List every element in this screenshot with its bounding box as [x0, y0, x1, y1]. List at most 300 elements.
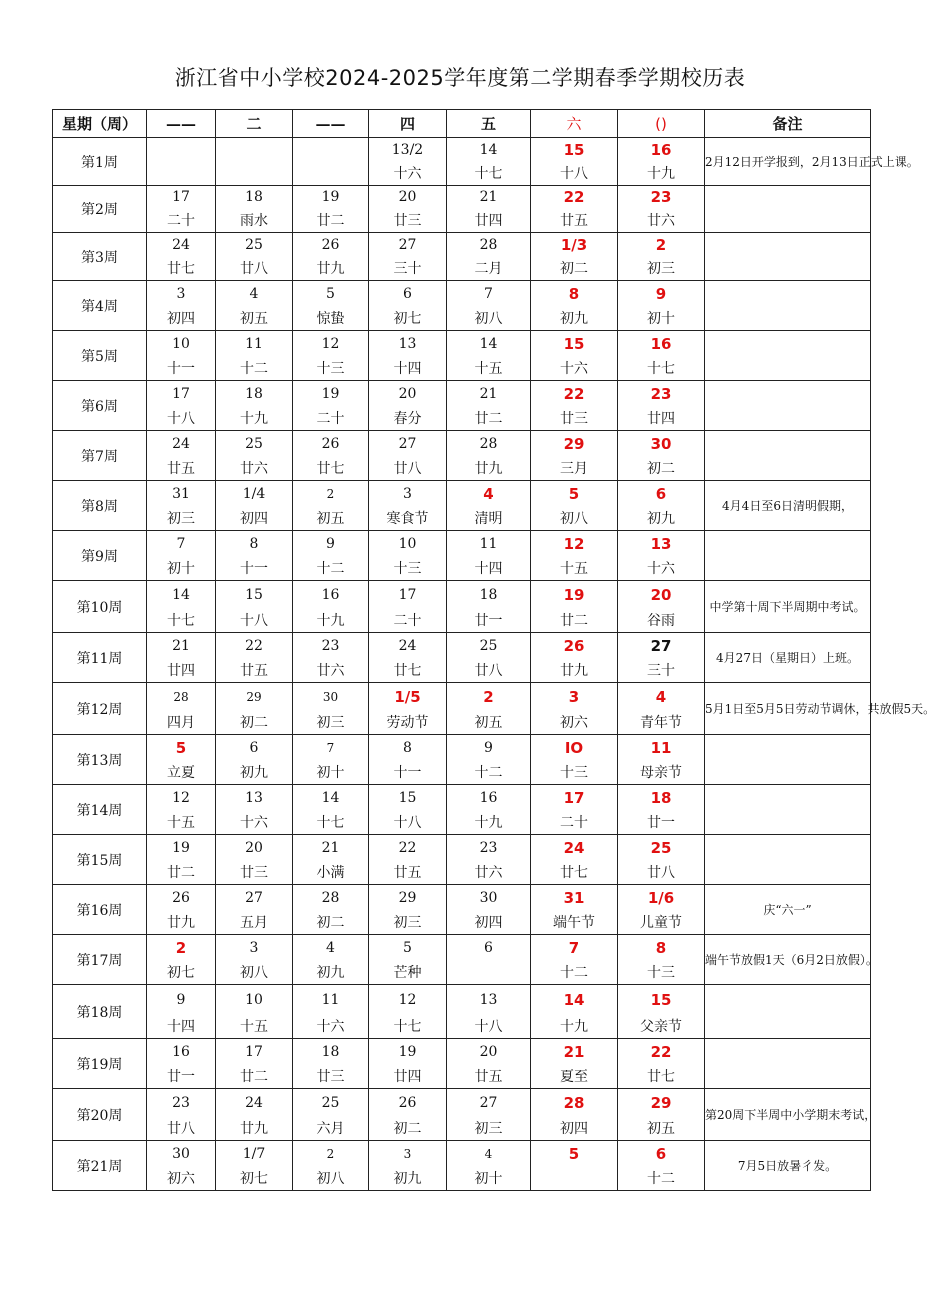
lunar-cell: 廿二 [293, 209, 369, 233]
lunar-cell: 初四 [147, 307, 216, 331]
note-cell: 2月12日开学报到，2月13日正式上课。 [705, 138, 871, 186]
lunar-cell: 芒种 [369, 961, 447, 985]
week-label: 第14周 [53, 785, 147, 835]
note-cell-empty [705, 1039, 871, 1089]
lunar-cell: 春分 [369, 407, 447, 431]
date-cell: 6 [447, 935, 531, 961]
date-cell: 30 [147, 1141, 216, 1167]
lunar-cell: 初三 [147, 507, 216, 531]
note-cell: 5月1日至5月5日劳动节调休，共放假5天。 [705, 683, 871, 735]
lunar-cell: 廿四 [447, 209, 531, 233]
date-cell: 1/5 [369, 683, 447, 711]
week-label: 第5周 [53, 331, 147, 381]
date-cell: 27 [216, 885, 293, 911]
lunar-cell: 初三 [447, 1117, 531, 1141]
lunar-cell: 初二 [618, 457, 705, 481]
date-cell: 7 [447, 281, 531, 307]
lunar-cell: 十七 [447, 162, 531, 186]
date-cell: 6 [216, 735, 293, 761]
lunar-cell: 二十 [147, 209, 216, 233]
header-week: 星期（周） [53, 110, 147, 138]
date-cell: 20 [618, 581, 705, 609]
lunar-cell: 初八 [216, 961, 293, 985]
week-row-top [53, 186, 871, 209]
lunar-cell: 十四 [369, 357, 447, 381]
date-cell: 2 [147, 935, 216, 961]
week-row-top [53, 985, 871, 1015]
lunar-cell: 十三 [293, 357, 369, 381]
date-cell: 16 [293, 581, 369, 609]
lunar-cell: 廿五 [147, 457, 216, 481]
date-cell: 25 [618, 835, 705, 861]
date-cell: 29 [369, 885, 447, 911]
note-cell: 第20周下半周中小学期末考试， [705, 1089, 871, 1141]
date-cell: 13 [369, 331, 447, 357]
week-row-top [53, 785, 871, 811]
lunar-cell: 初九 [293, 961, 369, 985]
date-cell: 7 [293, 735, 369, 761]
lunar-cell: 廿七 [369, 659, 447, 683]
lunar-cell: 二十 [293, 407, 369, 431]
lunar-cell: 廿二 [447, 407, 531, 431]
date-cell: 7 [147, 531, 216, 557]
week-row-top [53, 885, 871, 911]
lunar-cell: 三十 [618, 659, 705, 683]
week-row-top [53, 1141, 871, 1167]
date-cell: 3 [147, 281, 216, 307]
lunar-cell: 初五 [447, 711, 531, 735]
date-cell: 16 [618, 138, 705, 162]
date-cell: 27 [369, 233, 447, 257]
date-cell: 11 [618, 735, 705, 761]
date-cell: 2 [447, 683, 531, 711]
date-cell: 15 [369, 785, 447, 811]
week-label: 第18周 [53, 985, 147, 1039]
date-cell [293, 138, 369, 162]
date-cell: 8 [531, 281, 618, 307]
date-cell: 3 [216, 935, 293, 961]
lunar-cell: 廿三 [216, 861, 293, 885]
note-cell-empty [705, 531, 871, 581]
calendar-table [52, 109, 935, 1191]
lunar-cell: 十七 [369, 1015, 447, 1039]
lunar-cell: 十三 [369, 557, 447, 581]
date-cell: 4 [293, 935, 369, 961]
lunar-cell: 廿六 [216, 457, 293, 481]
header-mon: —— [147, 110, 216, 138]
lunar-cell: 廿五 [447, 1065, 531, 1089]
date-cell: 3 [369, 481, 447, 507]
date-cell: 12 [369, 985, 447, 1015]
week-row-top [53, 633, 871, 659]
date-cell: 19 [531, 581, 618, 609]
lunar-cell: 廿七 [293, 457, 369, 481]
date-cell: 9 [293, 531, 369, 557]
note-cell-empty [705, 233, 871, 281]
lunar-cell: 廿四 [369, 1065, 447, 1089]
lunar-cell: 廿八 [216, 257, 293, 281]
lunar-cell: 夏至 [531, 1065, 618, 1089]
date-cell: 26 [147, 885, 216, 911]
week-row-top [53, 233, 871, 257]
week-row-top [53, 835, 871, 861]
note-cell: 4月27日（星期日）上班。 [705, 633, 871, 683]
date-cell: 24 [147, 233, 216, 257]
lunar-cell: 廿八 [147, 1117, 216, 1141]
lunar-cell: 十五 [216, 1015, 293, 1039]
date-cell: 5 [531, 481, 618, 507]
lunar-cell: 五月 [216, 911, 293, 935]
lunar-cell: 廿六 [447, 861, 531, 885]
date-cell: 28 [293, 885, 369, 911]
lunar-cell: 十九 [618, 162, 705, 186]
date-cell: 23 [293, 633, 369, 659]
lunar-cell: 初九 [369, 1167, 447, 1191]
date-cell: 16 [618, 331, 705, 357]
lunar-cell: 十九 [293, 609, 369, 633]
date-cell: 19 [369, 1039, 447, 1065]
date-cell: 21 [447, 381, 531, 407]
date-cell: 30 [618, 431, 705, 457]
lunar-cell: 廿二 [147, 861, 216, 885]
lunar-cell: 十八 [531, 162, 618, 186]
week-label: 第21周 [53, 1141, 147, 1191]
lunar-cell: 十一 [216, 557, 293, 581]
date-cell: 1/3 [531, 233, 618, 257]
lunar-cell: 三十 [369, 257, 447, 281]
lunar-cell: 初九 [531, 307, 618, 331]
lunar-cell: 初三 [369, 911, 447, 935]
date-cell: 10 [147, 331, 216, 357]
date-cell: 12 [293, 331, 369, 357]
week-label: 第8周 [53, 481, 147, 531]
lunar-cell: 廿三 [369, 209, 447, 233]
date-cell: 25 [216, 431, 293, 457]
date-cell: 28 [447, 431, 531, 457]
week-row-top [53, 138, 871, 162]
week-row-top [53, 683, 871, 711]
lunar-cell: 十二 [618, 1167, 705, 1191]
date-cell: 26 [293, 233, 369, 257]
date-cell: 26 [293, 431, 369, 457]
header-row [53, 110, 871, 138]
header-notes: 备注 [705, 110, 871, 138]
lunar-cell: 初七 [369, 307, 447, 331]
note-cell-empty [705, 281, 871, 331]
lunar-cell: 初五 [618, 1117, 705, 1141]
date-cell: 30 [293, 683, 369, 711]
lunar-cell: 廿九 [293, 257, 369, 281]
date-cell: 27 [447, 1089, 531, 1117]
note-cell-empty [705, 985, 871, 1039]
lunar-cell: 十八 [147, 407, 216, 431]
lunar-cell: 十六 [293, 1015, 369, 1039]
date-cell: 26 [531, 633, 618, 659]
date-cell: 4 [216, 281, 293, 307]
lunar-cell: 惊蛰 [293, 307, 369, 331]
week-row-top [53, 531, 871, 557]
lunar-cell: 六月 [293, 1117, 369, 1141]
lunar-cell: 十四 [447, 557, 531, 581]
date-cell: 29 [216, 683, 293, 711]
date-cell: 1/7 [216, 1141, 293, 1167]
lunar-cell: 初五 [216, 307, 293, 331]
date-cell: 5 [293, 281, 369, 307]
lunar-cell: 廿四 [618, 407, 705, 431]
date-cell: 17 [531, 785, 618, 811]
date-cell: 3 [531, 683, 618, 711]
date-cell: 28 [147, 683, 216, 711]
week-label: 第20周 [53, 1089, 147, 1141]
lunar-cell: 初三 [293, 711, 369, 735]
lunar-cell: 初六 [147, 1167, 216, 1191]
lunar-cell: 十九 [447, 811, 531, 835]
lunar-cell: 初七 [147, 961, 216, 985]
date-cell: 5 [147, 735, 216, 761]
lunar-cell: 十四 [147, 1015, 216, 1039]
lunar-cell: 廿七 [531, 861, 618, 885]
week-row-top [53, 381, 871, 407]
date-cell: 13 [216, 785, 293, 811]
week-label: 第19周 [53, 1039, 147, 1089]
date-cell: 12 [531, 531, 618, 557]
date-cell: 1/4 [216, 481, 293, 507]
date-cell: 23 [147, 1089, 216, 1117]
note-cell-empty [705, 735, 871, 785]
lunar-cell: 小满 [293, 861, 369, 885]
header-tue: 二 [216, 110, 293, 138]
lunar-cell: 十二 [447, 761, 531, 785]
lunar-cell: 十六 [531, 357, 618, 381]
lunar-cell: 廿三 [531, 407, 618, 431]
lunar-cell: 十七 [147, 609, 216, 633]
lunar-cell: 初四 [531, 1117, 618, 1141]
lunar-cell [216, 162, 293, 186]
week-label: 第1周 [53, 138, 147, 186]
header-wed: —— [293, 110, 369, 138]
lunar-cell: 初六 [531, 711, 618, 735]
lunar-cell: 四月 [147, 711, 216, 735]
date-cell: 15 [618, 985, 705, 1015]
date-cell: 8 [369, 735, 447, 761]
lunar-cell: 初九 [618, 507, 705, 531]
date-cell: 25 [293, 1089, 369, 1117]
lunar-cell: 廿二 [216, 1065, 293, 1089]
week-label: 第2周 [53, 186, 147, 233]
lunar-cell: 廿三 [293, 1065, 369, 1089]
lunar-cell: 十五 [147, 811, 216, 835]
lunar-cell: 十六 [369, 162, 447, 186]
lunar-cell: 青年节 [618, 711, 705, 735]
lunar-cell: 十三 [531, 761, 618, 785]
note-cell: 端午节放假1天（6月2日放假）。 [705, 935, 871, 985]
lunar-cell: 廿六 [293, 659, 369, 683]
date-cell: 2 [293, 1141, 369, 1167]
lunar-cell: 十八 [216, 609, 293, 633]
week-row-top [53, 735, 871, 761]
note-cell: 庆“六一” [705, 885, 871, 935]
date-cell: 31 [531, 885, 618, 911]
date-cell: 4 [447, 1141, 531, 1167]
lunar-cell: 初四 [216, 507, 293, 531]
date-cell [147, 138, 216, 162]
date-cell: 8 [618, 935, 705, 961]
week-label: 第10周 [53, 581, 147, 633]
lunar-cell: 母亲节 [618, 761, 705, 785]
date-cell: 21 [147, 633, 216, 659]
week-label: 第6周 [53, 381, 147, 431]
note-cell: 7月5日放暑彳发。 [705, 1141, 871, 1191]
note-cell-empty [705, 431, 871, 481]
lunar-cell: 廿一 [618, 811, 705, 835]
date-cell: 3 [369, 1141, 447, 1167]
date-cell: 28 [447, 233, 531, 257]
date-cell: 4 [447, 481, 531, 507]
lunar-cell: 十七 [618, 357, 705, 381]
date-cell: 18 [216, 381, 293, 407]
lunar-cell: 廿九 [531, 659, 618, 683]
date-cell: 20 [216, 835, 293, 861]
date-cell: 2 [293, 481, 369, 507]
date-cell: 17 [216, 1039, 293, 1065]
date-cell: 15 [531, 331, 618, 357]
week-row-top [53, 281, 871, 307]
header-sat: 六 [531, 110, 618, 138]
lunar-cell: 十一 [147, 357, 216, 381]
date-cell: 19 [293, 186, 369, 209]
date-cell: 20 [447, 1039, 531, 1065]
lunar-cell: 十九 [531, 1015, 618, 1039]
lunar-cell [147, 162, 216, 186]
week-label: 第13周 [53, 735, 147, 785]
date-cell: 27 [618, 633, 705, 659]
date-cell: 10 [216, 985, 293, 1015]
lunar-cell: 端午节 [531, 911, 618, 935]
lunar-cell: 二十 [369, 609, 447, 633]
header-thu: 四 [369, 110, 447, 138]
date-cell: 18 [618, 785, 705, 811]
lunar-cell: 初八 [447, 307, 531, 331]
week-label: 第16周 [53, 885, 147, 935]
lunar-cell: 初五 [293, 507, 369, 531]
date-cell: 20 [369, 186, 447, 209]
lunar-cell: 十八 [369, 811, 447, 835]
note-cell-empty [705, 381, 871, 431]
date-cell: 16 [147, 1039, 216, 1065]
date-cell: 11 [447, 531, 531, 557]
date-cell: 17 [147, 381, 216, 407]
lunar-cell: 十三 [618, 961, 705, 985]
lunar-cell: 十二 [216, 357, 293, 381]
lunar-cell: 十二 [293, 557, 369, 581]
date-cell: 19 [293, 381, 369, 407]
lunar-cell: 初三 [618, 257, 705, 281]
week-label: 第17周 [53, 935, 147, 985]
lunar-cell: 二月 [447, 257, 531, 281]
date-cell: 29 [618, 1089, 705, 1117]
lunar-cell: 初七 [216, 1167, 293, 1191]
lunar-cell: 谷雨 [618, 609, 705, 633]
lunar-cell: 初十 [293, 761, 369, 785]
lunar-cell: 廿二 [531, 609, 618, 633]
date-cell: 11 [293, 985, 369, 1015]
lunar-cell: 劳动节 [369, 711, 447, 735]
date-cell: 21 [447, 186, 531, 209]
date-cell: 23 [618, 381, 705, 407]
date-cell: 18 [447, 581, 531, 609]
lunar-cell: 十六 [216, 811, 293, 835]
week-row-top [53, 1039, 871, 1065]
week-row-top [53, 431, 871, 457]
date-cell: 4 [618, 683, 705, 711]
date-cell: 22 [216, 633, 293, 659]
date-cell: 2 [618, 233, 705, 257]
week-label: 第11周 [53, 633, 147, 683]
note-cell-empty [705, 785, 871, 835]
date-cell: 13 [618, 531, 705, 557]
lunar-cell: 初二 [216, 711, 293, 735]
week-label: 第3周 [53, 233, 147, 281]
lunar-cell: 初二 [531, 257, 618, 281]
lunar-cell: 雨水 [216, 209, 293, 233]
week-label: 第7周 [53, 431, 147, 481]
week-label: 第4周 [53, 281, 147, 331]
date-cell: 22 [618, 1039, 705, 1065]
lunar-cell: 十六 [618, 557, 705, 581]
lunar-cell: 清明 [447, 507, 531, 531]
date-cell: 6 [618, 1141, 705, 1167]
lunar-cell [531, 1167, 618, 1191]
lunar-cell: 廿七 [147, 257, 216, 281]
lunar-cell: 廿五 [216, 659, 293, 683]
lunar-cell [293, 162, 369, 186]
week-row-top [53, 935, 871, 961]
week-row-top [53, 1089, 871, 1117]
date-cell: 13/2 [369, 138, 447, 162]
lunar-cell: 初二 [369, 1117, 447, 1141]
date-cell: 22 [369, 835, 447, 861]
lunar-cell: 廿九 [447, 457, 531, 481]
date-cell: 25 [447, 633, 531, 659]
date-cell: 10 [369, 531, 447, 557]
date-cell: 24 [531, 835, 618, 861]
lunar-cell: 初八 [293, 1167, 369, 1191]
lunar-cell: 廿五 [531, 209, 618, 233]
date-cell: 14 [531, 985, 618, 1015]
header-sun: () [618, 110, 705, 138]
date-cell: 24 [369, 633, 447, 659]
date-cell: 15 [216, 581, 293, 609]
lunar-cell: 廿一 [147, 1065, 216, 1089]
lunar-cell: 十七 [293, 811, 369, 835]
week-label: 第12周 [53, 683, 147, 735]
date-cell: 29 [531, 431, 618, 457]
lunar-cell: 廿九 [216, 1117, 293, 1141]
date-cell: 9 [618, 281, 705, 307]
lunar-cell: 十五 [447, 357, 531, 381]
lunar-cell: 二十 [531, 811, 618, 835]
lunar-cell: 十二 [531, 961, 618, 985]
week-row-top [53, 581, 871, 609]
page-title: 浙江省中小学校2024-2025学年度第二学期春季学期校历表 [174, 66, 746, 90]
date-cell: 9 [447, 735, 531, 761]
date-cell: 23 [447, 835, 531, 861]
lunar-cell: 初九 [216, 761, 293, 785]
date-cell: 17 [147, 186, 216, 209]
date-cell: 7 [531, 935, 618, 961]
lunar-cell: 三月 [531, 457, 618, 481]
date-cell: 21 [293, 835, 369, 861]
